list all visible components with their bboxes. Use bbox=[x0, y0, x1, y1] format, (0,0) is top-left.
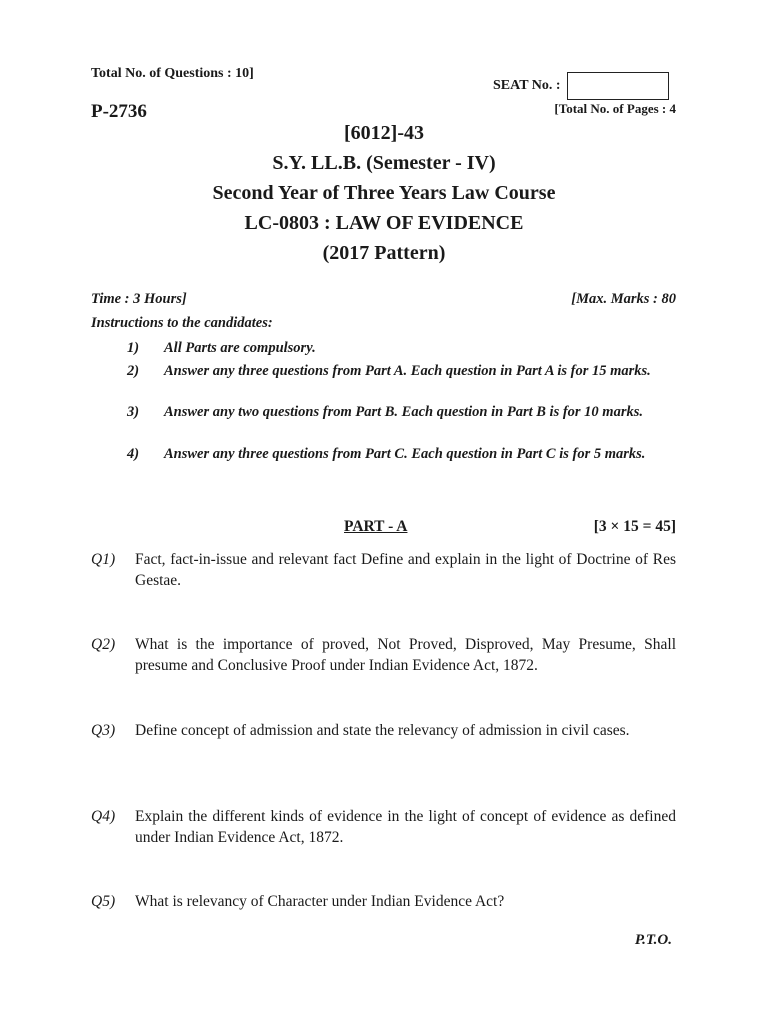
instruction-number: 3) bbox=[127, 404, 140, 420]
question bbox=[91, 720, 676, 741]
subject-name: LC-0803 : LAW OF EVIDENCE bbox=[244, 212, 524, 234]
question-text: What is the importance of proved, Not Proved, Disproved, May Presume, Shall presume and Conclusive Proof under Indian Evidence Act, 1872. bbox=[135, 636, 676, 674]
question-number: Q1) bbox=[91, 551, 116, 568]
question-text: Explain the different kinds of evidence in the light of concept of evidence as defined under Indian Evidence Act, 1872. bbox=[135, 808, 676, 846]
question-text: What is relevancy of Character under Indian Evidence Act? bbox=[135, 893, 505, 910]
seat-number-field bbox=[493, 72, 669, 100]
pto-note: P.T.O. bbox=[634, 932, 672, 948]
part-a-marks: [3 × 15 = 45] bbox=[593, 518, 676, 535]
instruction-item bbox=[91, 402, 676, 422]
question bbox=[91, 549, 676, 591]
question bbox=[91, 634, 676, 676]
question-number: Q5) bbox=[91, 893, 116, 910]
instruction-number: 1) bbox=[127, 340, 140, 356]
instruction-item bbox=[91, 338, 676, 358]
exam-code: [6012]-43 bbox=[344, 122, 424, 144]
course-name: S.Y. LL.B. (Semester - IV) bbox=[272, 152, 496, 174]
instruction-text: Answer any three questions from Part C. Each question in Part C is for 5 marks. bbox=[164, 446, 646, 462]
question-number: Q4) bbox=[91, 808, 116, 825]
part-a-heading: PART - A bbox=[344, 518, 408, 535]
time-allowed: Time : 3 Hours] bbox=[91, 291, 187, 307]
max-marks: [Max. Marks : 80 bbox=[571, 291, 676, 307]
instruction-item bbox=[91, 361, 676, 381]
instruction-text: Answer any three questions from Part A. Each question in Part A is for 15 marks. bbox=[164, 363, 651, 379]
instruction-item bbox=[91, 444, 676, 464]
pattern: (2017 Pattern) bbox=[322, 242, 446, 264]
question-text: Define concept of admission and state the relevancy of admission in civil cases. bbox=[135, 722, 630, 739]
question-text: Fact, fact-in-issue and relevant fact Define and explain in the light of Doctrine of Res Gestae. bbox=[135, 551, 676, 589]
seat-label: SEAT No. : bbox=[493, 78, 561, 93]
total-pages: [Total No. of Pages : 4 bbox=[554, 101, 676, 116]
question-number: Q2) bbox=[91, 636, 116, 653]
paper-code: P-2736 bbox=[91, 101, 147, 122]
instructions-heading: Instructions to the candidates: bbox=[91, 315, 273, 331]
total-questions: Total No. of Questions : 10] bbox=[91, 66, 254, 81]
question bbox=[91, 806, 676, 848]
question-number: Q3) bbox=[91, 722, 116, 739]
instruction-text: All Parts are compulsory. bbox=[164, 340, 316, 356]
seat-number-box bbox=[567, 72, 669, 100]
instruction-number: 2) bbox=[127, 363, 140, 379]
question bbox=[91, 891, 676, 912]
instruction-text: Answer any two questions from Part B. Each question in Part B is for 10 marks. bbox=[164, 404, 643, 420]
program-name: Second Year of Three Years Law Course bbox=[212, 182, 556, 204]
instruction-number: 4) bbox=[127, 446, 140, 462]
